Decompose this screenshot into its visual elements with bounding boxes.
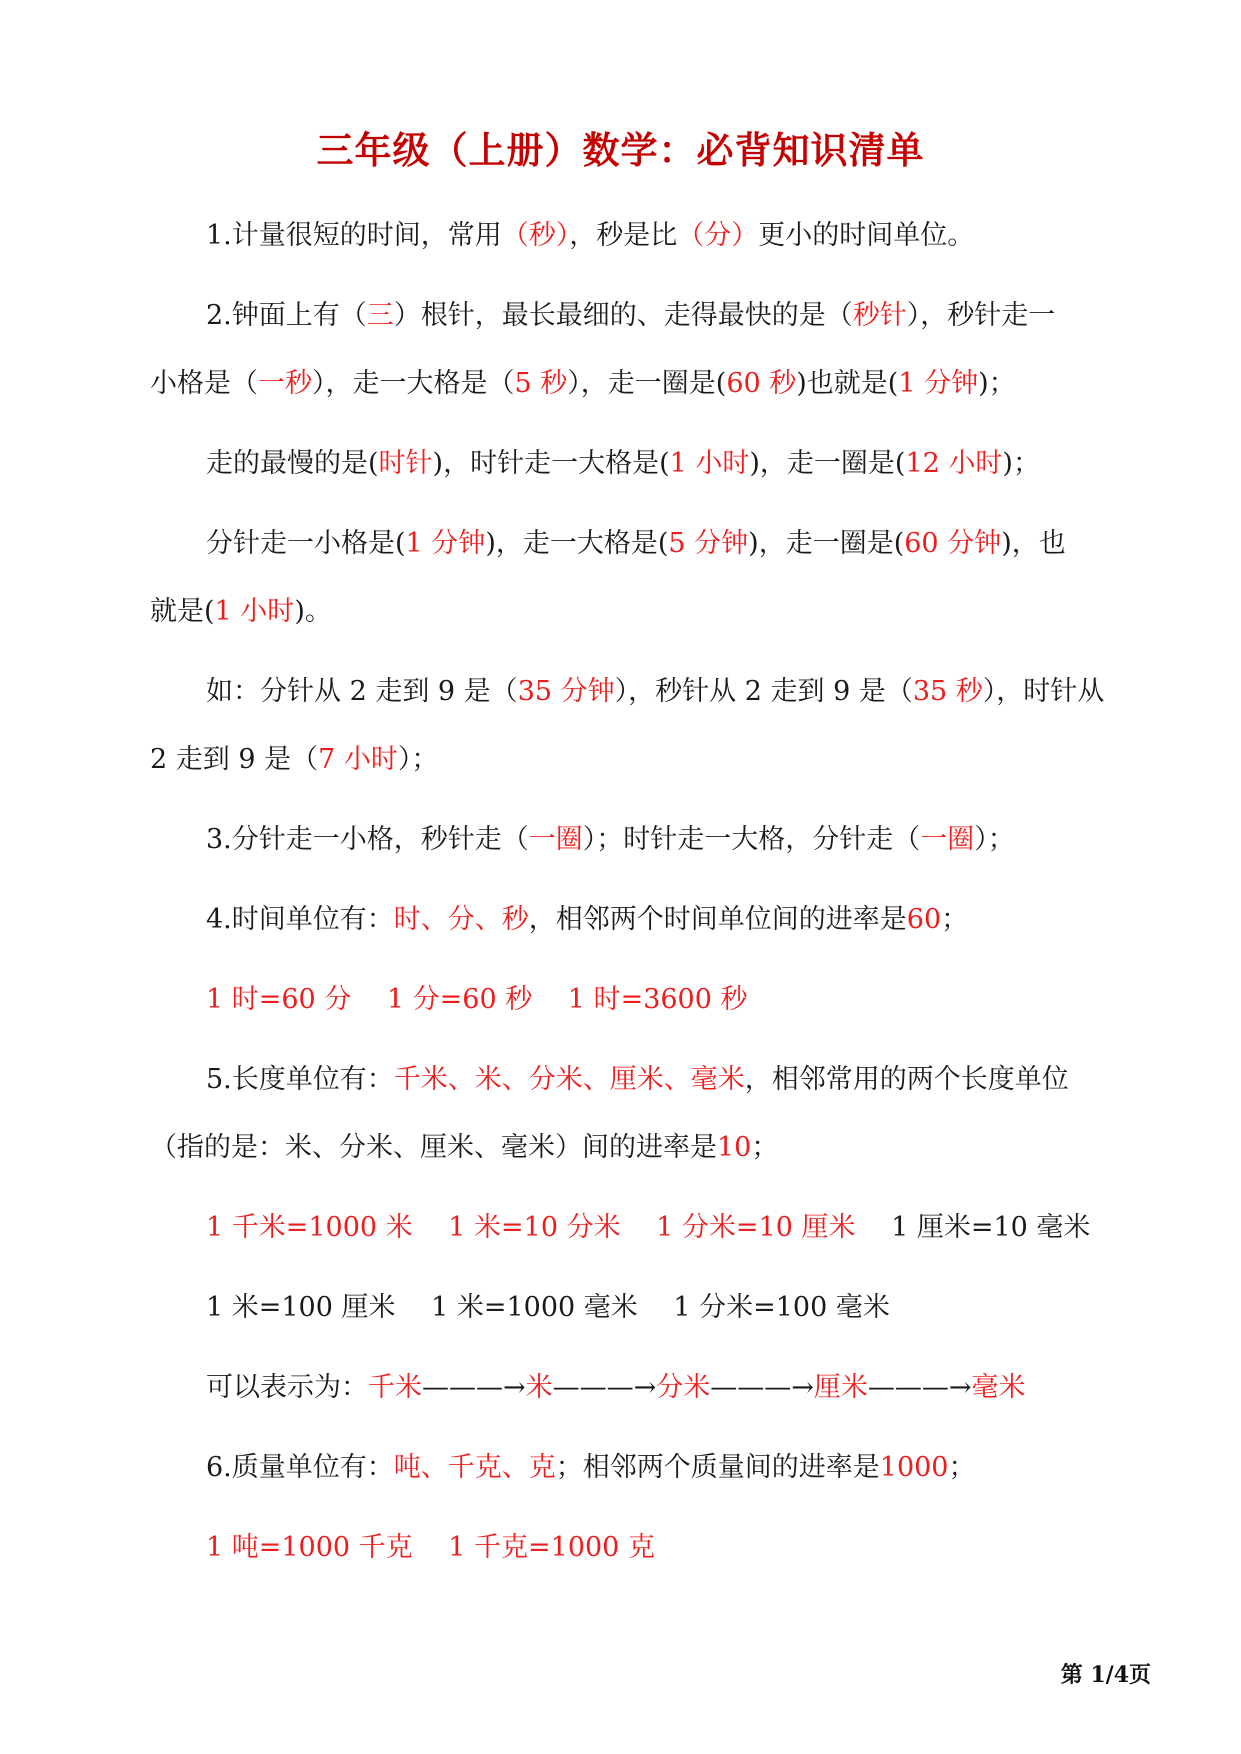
- body-text: )；: [1002, 448, 1040, 479]
- body-text: 2.钟面上有（: [206, 300, 367, 331]
- body-text: ———→: [867, 1372, 972, 1403]
- answer-text: 时、分、秒: [393, 904, 529, 935]
- body-text: ），走一圈是(: [567, 368, 727, 399]
- text-line: [150, 740, 438, 780]
- answer-text: 35 分钟: [517, 676, 615, 707]
- body-text: )，走一圈是(: [748, 528, 905, 559]
- answer-text: 1 分钟: [898, 368, 979, 399]
- answer-text: 厘米: [813, 1372, 868, 1403]
- body-text: ）；: [974, 824, 1015, 855]
- text-line: [206, 900, 968, 940]
- answer-text: 千米、米、分米、厘米、毫米: [393, 1064, 745, 1095]
- body-text: ，相邻两个时间单位间的进率是: [528, 904, 907, 935]
- body-text: ），秒针从 2 走到 9 是（: [614, 676, 913, 707]
- body-text: 1 米=100 厘米 1 米=1000 毫米 1 分米=100 毫米: [206, 1292, 890, 1323]
- body-text: ———→: [552, 1372, 657, 1403]
- body-text: )，也: [1001, 528, 1066, 559]
- body-text: )。: [294, 596, 332, 627]
- answer-text: 10: [717, 1132, 752, 1163]
- answer-text: （秒）: [501, 220, 570, 251]
- body-text: 就是(: [150, 596, 215, 627]
- text-line: [206, 1208, 1090, 1248]
- text-line: [150, 364, 1016, 404]
- answer-text: 1 小时: [214, 596, 295, 627]
- text-line: [206, 980, 748, 1020]
- body-text: ———→: [710, 1372, 814, 1403]
- body-text: )也就是(: [796, 368, 899, 399]
- answer-text: 1 时=60 分 1 分=60 秒 1 时=3600 秒: [206, 984, 748, 1015]
- body-text: ），秒针走一: [906, 300, 1056, 331]
- body-text: 分针走一小格是(: [206, 528, 406, 559]
- answer-text: 毫米: [971, 1372, 1026, 1403]
- body-text: ；相邻两个质量间的进率是: [555, 1452, 880, 1483]
- body-text: ，秒是比: [569, 220, 678, 251]
- answer-text: （分）: [677, 220, 759, 251]
- answer-text: 1 千米=1000 米 1 米=10 分米 1 分米=10 厘米: [206, 1212, 892, 1243]
- body-text: )；: [978, 368, 1016, 399]
- text-line: [150, 592, 332, 632]
- answer-text: 秒针: [852, 300, 907, 331]
- body-text: 2 走到 9 是（: [150, 744, 319, 775]
- body-text: ），时针从: [982, 676, 1105, 707]
- body-text: )，走一圈是(: [749, 448, 906, 479]
- text-line: [150, 1128, 778, 1168]
- text-line: [206, 1288, 890, 1328]
- document-title: 三年级（上册）数学：必背知识清单: [316, 129, 925, 172]
- answer-text: 时针: [378, 448, 433, 479]
- answer-text: 5 秒: [514, 368, 568, 399]
- answer-text: 7 小时: [318, 744, 398, 775]
- body-text: 更小的时间单位。: [758, 220, 975, 251]
- answer-text: 吨、千克、克: [393, 1452, 556, 1483]
- answer-text: 5 分钟: [668, 528, 749, 559]
- answer-text: 分米: [656, 1372, 711, 1403]
- body-text: ；: [948, 1452, 976, 1483]
- answer-text: 35 秒: [912, 676, 983, 707]
- body-text: 6.质量单位有：: [206, 1452, 394, 1483]
- page-number: 第 1/4页: [1060, 1662, 1151, 1688]
- body-text: 4.时间单位有：: [206, 904, 394, 935]
- body-text: 1 厘米=10 毫米: [891, 1212, 1091, 1243]
- body-text: 1.计量很短的时间，常用: [206, 220, 502, 251]
- text-line: [206, 672, 1104, 712]
- body-text: 可以表示为：: [206, 1372, 368, 1403]
- body-text: ；: [941, 904, 969, 935]
- body-text: 5.长度单位有：: [206, 1064, 394, 1095]
- answer-text: 1 吨=1000 千克 1 千克=1000 克: [206, 1532, 655, 1563]
- body-text: （指的是：米、分米、厘米、毫米）间的进率是: [150, 1132, 717, 1163]
- text-line: [206, 296, 1055, 336]
- body-text: 如：分针从 2 走到 9 是（: [206, 676, 518, 707]
- text-line: [206, 1448, 975, 1488]
- text-line: [206, 1368, 1026, 1408]
- body-text: ）；时针走一大格，分针走（: [582, 824, 921, 855]
- body-text: ），走一大格是（: [312, 368, 515, 399]
- body-text: ）；: [397, 744, 439, 775]
- text-line: [206, 216, 974, 256]
- text-line: [206, 820, 1015, 860]
- answer-text: 三: [366, 300, 394, 331]
- text-line: [206, 1528, 655, 1568]
- answer-text: 1 小时: [669, 448, 750, 479]
- body-text: ；: [751, 1132, 779, 1163]
- text-line: [206, 1060, 1069, 1100]
- answer-text: 1 分钟: [405, 528, 486, 559]
- answer-text: 一秒: [258, 368, 312, 399]
- body-text: ）根针，最长最细的、走得最快的是（: [393, 300, 853, 331]
- answer-text: 1000: [879, 1452, 949, 1483]
- answer-text: 一圈: [920, 824, 975, 855]
- body-text: 走的最慢的是(: [206, 448, 379, 479]
- body-text: )，时针走一大格是(: [432, 448, 670, 479]
- body-text: 3.分针走一小格，秒针走（: [206, 824, 529, 855]
- body-text: ———→: [422, 1372, 526, 1403]
- body-text: 小格是（: [150, 368, 258, 399]
- body-text: )，走一大格是(: [485, 528, 669, 559]
- answer-text: 60 分钟: [904, 528, 1002, 559]
- answer-text: 千米: [368, 1372, 422, 1403]
- answer-text: 米: [525, 1372, 553, 1403]
- answer-text: 60 秒: [726, 368, 797, 399]
- answer-text: 12 小时: [905, 448, 1003, 479]
- answer-text: 一圈: [528, 824, 583, 855]
- text-line: [206, 444, 1040, 484]
- body-text: ，相邻常用的两个长度单位: [744, 1064, 1069, 1095]
- text-line: [206, 524, 1066, 564]
- answer-text: 60: [906, 904, 942, 935]
